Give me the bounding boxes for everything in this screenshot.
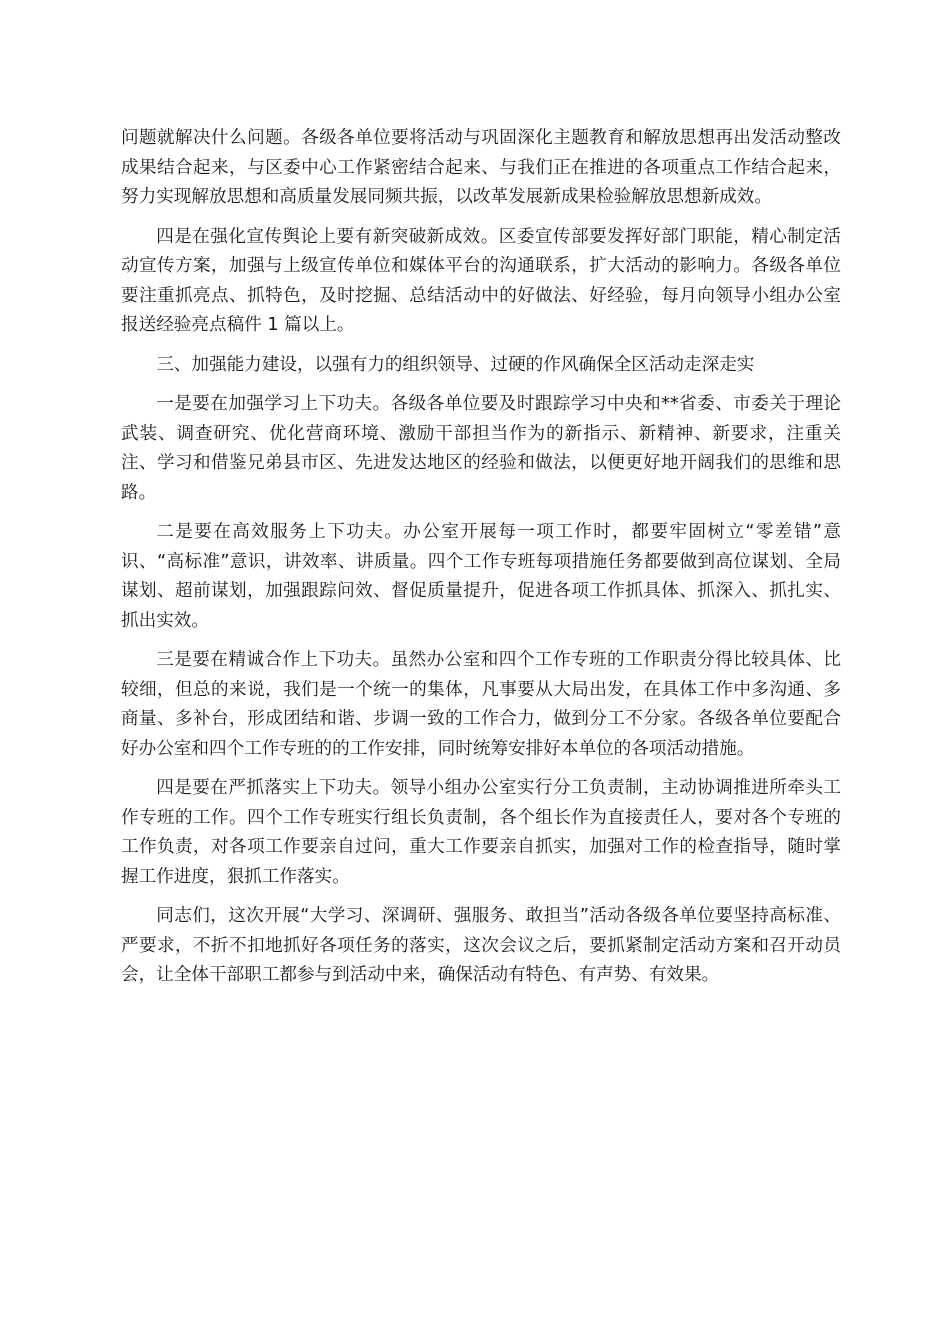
- paragraph-implementation: 四是要在严抓落实上下功夫。领导小组办公室实行分工负责制，主动协调推进所牵头工作专班的工作。四个工作专班实行组长负责制，各个组长作为直接责任人，要对各个专班的工作负责，对各项工作要亲自过问，重大工作要亲自抓实，加强对工作的检查指导，随时掌握工作进度，狠抓工作落实。: [121, 778, 841, 887]
- section-heading-capacity-building: 三、加强能力建设，以强有力的组织领导、过硬的作风确保全区活动走深走实: [156, 354, 755, 375]
- paragraph-continuation: 问题就解决什么问题。各级各单位要将活动与巩固深化主题教育和解放思想再出发活动整改成果结合起来，与区委中心工作紧密结合起来、与我们正在推进的各项重点工作结合起来，努力实现解放思想和高质量发展同频共振，以改革发展新成果检验解放思想新成效。: [121, 128, 841, 207]
- paragraph-study: 一是要在加强学习上下功夫。各级各单位要及时跟踪学习中央和**省委、市委关于理论武装、调查研究、优化营商环境、激励干部担当作为的新指示、新精神、新要求，注重关注、学习和借鉴兄弟县市区、先进发达地区的经验和做法，以便更好地开阔我们的思维和思路。: [121, 394, 841, 503]
- paragraph-cooperation: 三是要在精诚合作上下功夫。虽然办公室和四个工作专班的工作职责分得比较具体、比较细，但总的来说，我们是一个统一的集体，凡事要从大局出发，在具体工作中多沟通、多商量、多补台，形成团结和谐、步调一致的工作合力，做到分工不分家。各级各单位要配合好办公室和四个工作专班的的工作安排，同时统筹安排好本单位的各项活动措施。: [121, 650, 841, 759]
- paragraph-publicity: 四是在强化宣传舆论上要有新突破新成效。区委宣传部要发挥好部门职能，精心制定活动宣传方案，加强与上级宣传单位和媒体平台的沟通联系，扩大活动的影响力。各级各单位要注重抓亮点、抓特色，及时挖掘、总结活动中的好做法、好经验，每月向领导小组办公室报送经验亮点稿件 1 篇以上。: [121, 226, 841, 335]
- paragraph-closing: 同志们，这次开展“大学习、深调研、强服务、敢担当”活动各级各单位要坚持高标准、严要求，不折不扣地抓好各项任务的落实，这次会议之后，要抓紧制定活动方案和召开动员会，让全体干部职工都参与到活动中来，确保活动有特色、有声势、有效果。: [121, 906, 841, 985]
- document-page: [121, 124, 841, 1001]
- paragraph-service: 二是要在高效服务上下功夫。办公室开展每一项工作时，都要牢固树立“零差错”意识、“高标准”意识，讲效率、讲质量。四个工作专班每项措施任务都要做到高位谋划、全局谋划、超前谋划，加强跟踪问效、督促质量提升，促进各项工作抓具体、抓深入、抓扎实、抓出实效。: [121, 522, 841, 631]
